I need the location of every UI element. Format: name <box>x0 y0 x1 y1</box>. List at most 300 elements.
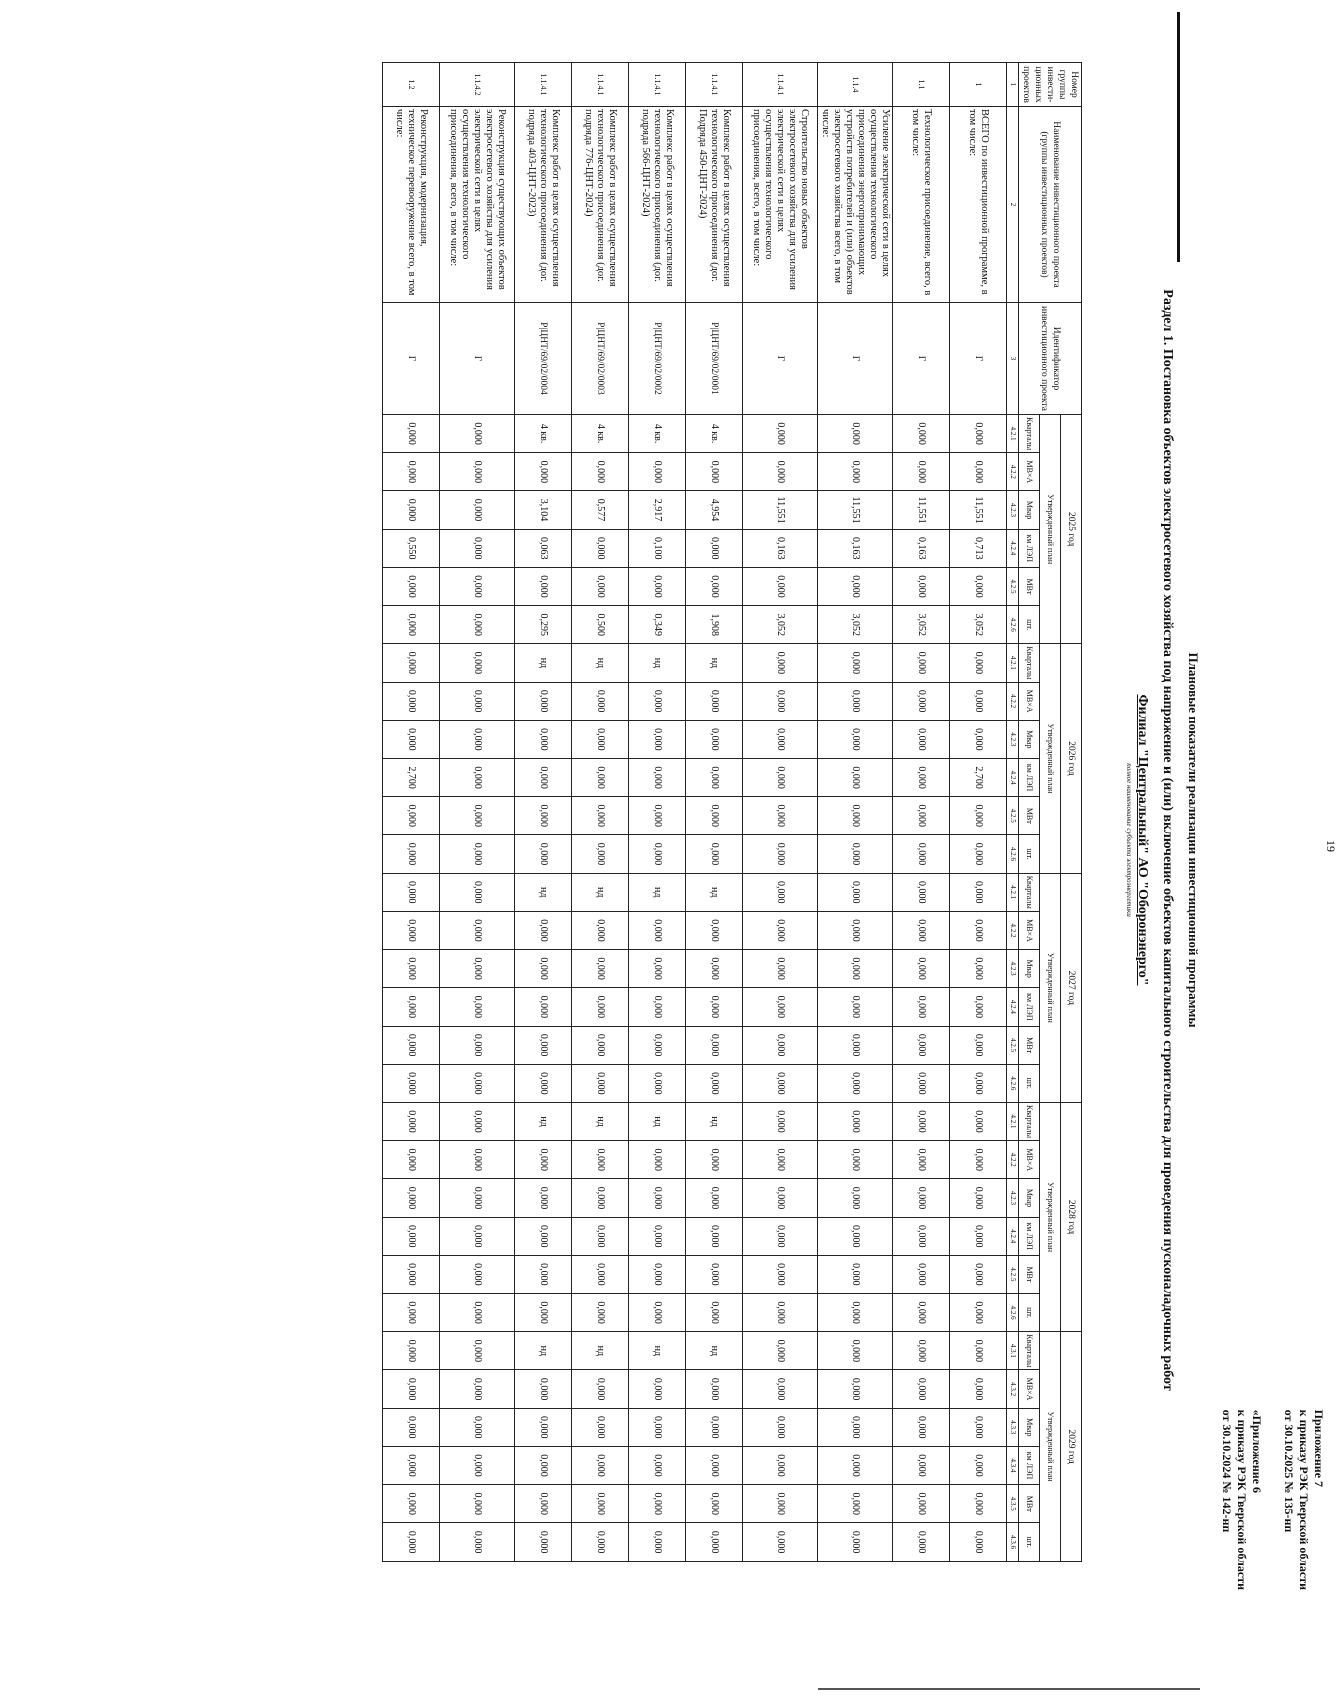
value-cell: 0,000 <box>629 1523 686 1562</box>
value-cell: 0,000 <box>893 1102 950 1140</box>
project-id: P|ЦНТ/69/02/0002 <box>629 303 686 415</box>
value-cell: 0,000 <box>572 1255 629 1293</box>
value-cell: 0,000 <box>440 1217 515 1255</box>
value-cell: 0,000 <box>383 1217 440 1255</box>
value-cell: 0,000 <box>950 1026 1007 1064</box>
value-cell: 0,000 <box>515 1255 572 1293</box>
value-cell: 0,000 <box>818 567 893 605</box>
value-cell: 0,000 <box>743 1255 818 1293</box>
value-cell: 0,000 <box>818 415 893 453</box>
value-cell: 0,000 <box>515 720 572 758</box>
value-cell: 0,500 <box>572 606 629 644</box>
value-cell: нд <box>515 644 572 682</box>
value-cell: 0,000 <box>686 1141 743 1179</box>
header-unit: шт. <box>1019 1064 1040 1102</box>
value-cell: 0,063 <box>515 529 572 567</box>
project-name: Реконструкция, модернизация, техническое перевооружение всего, в том числе: <box>383 107 440 303</box>
table-row <box>629 63 686 1562</box>
header-unit: км ЛЭП <box>1019 1217 1040 1255</box>
document-title: Плановые показатели реализации инвестиционной программы <box>1186 652 1201 1028</box>
value-cell: 0,000 <box>893 682 950 720</box>
value-cell: 0,000 <box>572 529 629 567</box>
value-cell: 0,000 <box>515 567 572 605</box>
value-cell: 0,000 <box>572 911 629 949</box>
value-cell: нд <box>515 1102 572 1140</box>
value-cell: 0,000 <box>818 988 893 1026</box>
group-number: 1.1.4.2 <box>440 63 515 107</box>
value-cell: 1,908 <box>686 606 743 644</box>
value-cell: 0,000 <box>893 950 950 988</box>
value-cell: 0,000 <box>893 567 950 605</box>
value-cell: 0,000 <box>383 1485 440 1523</box>
project-name: Комплекс работ в целях осуществления технологического присоединения (дог. подряда 403-ЦНТ-2023) <box>515 107 572 303</box>
value-cell: 0,000 <box>629 1141 686 1179</box>
value-cell: 0,000 <box>629 567 686 605</box>
column-number: 4.2.1 <box>1007 1102 1019 1140</box>
value-cell: 0,000 <box>893 644 950 682</box>
column-number: 4.2.1 <box>1007 415 1019 453</box>
value-cell: 0,000 <box>818 911 893 949</box>
value-cell: 0,000 <box>893 1026 950 1064</box>
value-cell: 0,000 <box>743 1179 818 1217</box>
value-cell: 0,000 <box>383 911 440 949</box>
header-unit: МВт <box>1019 1026 1040 1064</box>
value-cell: 0,000 <box>629 758 686 796</box>
value-cell: 0,000 <box>572 835 629 873</box>
value-cell: 0,000 <box>440 453 515 491</box>
value-cell: нд <box>686 1332 743 1370</box>
value-cell: 0,000 <box>440 758 515 796</box>
value-cell: 0,000 <box>383 1102 440 1140</box>
value-cell: 0,000 <box>686 1064 743 1102</box>
value-cell: 0,000 <box>950 1523 1007 1562</box>
value-cell: 0,000 <box>818 453 893 491</box>
value-cell: 0,000 <box>629 1485 686 1523</box>
project-id: P|ЦНТ/69/02/0003 <box>572 303 629 415</box>
project-id: P|ЦНТ/69/02/0001 <box>686 303 743 415</box>
value-cell: 0,000 <box>686 1294 743 1332</box>
value-cell: 3,052 <box>950 606 1007 644</box>
value-cell: 0,000 <box>893 1408 950 1446</box>
value-cell: 0,000 <box>572 1485 629 1523</box>
appendix-line: Приложение 7 <box>1312 1409 1326 1488</box>
value-cell: 0,000 <box>440 988 515 1026</box>
column-number: 4.2.2 <box>1007 911 1019 949</box>
column-number: 4.2.6 <box>1007 1294 1019 1332</box>
value-cell: 0,000 <box>515 1446 572 1484</box>
value-cell: 0,000 <box>950 1102 1007 1140</box>
value-cell: 0,163 <box>818 529 893 567</box>
project-id: Г <box>440 303 515 415</box>
value-cell: 0,000 <box>686 797 743 835</box>
value-cell: нд <box>629 873 686 911</box>
value-cell: 4 кв. <box>686 415 743 453</box>
value-cell: нд <box>572 644 629 682</box>
value-cell: 0,000 <box>440 529 515 567</box>
organization-caption: полное наименование субъекта электроэнергетики <box>1125 763 1133 917</box>
value-cell: 0,000 <box>950 644 1007 682</box>
column-number: 4.2.6 <box>1007 606 1019 644</box>
value-cell: 0,000 <box>383 797 440 835</box>
value-cell: 0,000 <box>440 1064 515 1102</box>
project-name: Технологическое присоединение, всего, в том числе: <box>893 107 950 303</box>
value-cell: 0,000 <box>743 1523 818 1562</box>
group-number: 1.1.4.1 <box>572 63 629 107</box>
project-id: Г <box>383 303 440 415</box>
header-unit: км ЛЭП <box>1019 529 1040 567</box>
header-approved-plan: Утвержденный план <box>1040 1332 1061 1562</box>
value-cell: 0,000 <box>440 682 515 720</box>
header-unit: МВ×А <box>1019 453 1040 491</box>
value-cell: 0,000 <box>818 758 893 796</box>
page-number: 19 <box>1324 840 1338 852</box>
column-number: 4.3.4 <box>1007 1446 1019 1484</box>
value-cell: 0,000 <box>383 988 440 1026</box>
bottom-rule <box>818 1688 1200 1690</box>
group-number: 1.1.4.1 <box>629 63 686 107</box>
header-name: Наименование инвестиционного проекта (группы инвестиционных проектов) <box>1019 107 1082 303</box>
header-unit: шт. <box>1019 1294 1040 1332</box>
project-name: Усиление электрической сети в целях осуществления технологического присоединения энергопринимающих устройств потребителей и (или) объектов электросетевого хозяйства всего, в том числе: <box>818 107 893 303</box>
value-cell: 0,000 <box>893 415 950 453</box>
value-cell: 0,000 <box>440 1485 515 1523</box>
header-unit: МВ×А <box>1019 1141 1040 1179</box>
appendix-line: «Приложение 6 <box>1250 1409 1264 1494</box>
header-year: 2027 год <box>1061 873 1082 1102</box>
value-cell: 0,000 <box>686 1523 743 1562</box>
value-cell: 0,000 <box>950 1446 1007 1484</box>
value-cell: 0,000 <box>383 1408 440 1446</box>
value-cell: 0,000 <box>743 1485 818 1523</box>
value-cell: 0,000 <box>950 567 1007 605</box>
value-cell: 0,000 <box>893 835 950 873</box>
header-unit: МВт <box>1019 797 1040 835</box>
header-unit: Мвар <box>1019 1408 1040 1446</box>
value-cell: 0,000 <box>686 453 743 491</box>
value-cell: 0,000 <box>893 1141 950 1179</box>
appendix-note-2 <box>1219 1410 1264 1590</box>
value-cell: 2,700 <box>383 758 440 796</box>
value-cell: 0,000 <box>818 720 893 758</box>
value-cell: 0,000 <box>950 797 1007 835</box>
value-cell: 0,000 <box>950 1332 1007 1370</box>
column-number: 4.2.1 <box>1007 644 1019 682</box>
value-cell: 0,000 <box>743 1026 818 1064</box>
value-cell: 0,000 <box>383 720 440 758</box>
header-group-no: Номер группы инвести-ционных проектов <box>1019 63 1082 107</box>
value-cell: 0,000 <box>818 1294 893 1332</box>
value-cell: 0,000 <box>818 1102 893 1140</box>
column-number: 4.2.6 <box>1007 835 1019 873</box>
value-cell: 0,000 <box>383 1026 440 1064</box>
value-cell: 0,100 <box>629 529 686 567</box>
value-cell: 0,000 <box>893 1332 950 1370</box>
value-cell: 0,000 <box>818 1485 893 1523</box>
value-cell: 0,000 <box>440 606 515 644</box>
project-id: Г <box>818 303 893 415</box>
value-cell: 0,000 <box>515 453 572 491</box>
value-cell: 0,000 <box>383 1255 440 1293</box>
header-unit: Мвар <box>1019 491 1040 529</box>
column-number: 4.2.3 <box>1007 950 1019 988</box>
value-cell: 4,954 <box>686 491 743 529</box>
value-cell: 0,000 <box>383 567 440 605</box>
column-number: 1 <box>1007 63 1019 107</box>
value-cell: 0,000 <box>950 950 1007 988</box>
value-cell: 0,000 <box>686 1255 743 1293</box>
header-unit: шт. <box>1019 835 1040 873</box>
header-unit: Кварталы <box>1019 1332 1040 1370</box>
value-cell: 0,000 <box>383 453 440 491</box>
value-cell: 0,000 <box>893 1064 950 1102</box>
table-header <box>1007 63 1082 1562</box>
value-cell: 0,000 <box>383 606 440 644</box>
value-cell: 0,000 <box>893 758 950 796</box>
value-cell: 0,000 <box>686 529 743 567</box>
value-cell: 0,000 <box>893 1179 950 1217</box>
value-cell: 0,000 <box>818 1179 893 1217</box>
value-cell: 0,000 <box>515 1026 572 1064</box>
column-number: 4.2.2 <box>1007 1141 1019 1179</box>
value-cell: нд <box>629 644 686 682</box>
value-cell: 0,000 <box>743 1064 818 1102</box>
value-cell: 0,000 <box>440 1102 515 1140</box>
value-cell: 0,000 <box>893 797 950 835</box>
value-cell: 0,000 <box>383 1332 440 1370</box>
value-cell: 0,000 <box>383 1294 440 1332</box>
value-cell: 0,000 <box>572 1217 629 1255</box>
value-cell: 0,000 <box>950 911 1007 949</box>
value-cell: 0,000 <box>440 1370 515 1408</box>
header-unit: шт. <box>1019 1523 1040 1562</box>
value-cell: 0,000 <box>686 720 743 758</box>
value-cell: 0,000 <box>383 1064 440 1102</box>
table-row <box>383 63 440 1562</box>
value-cell: 0,000 <box>629 1255 686 1293</box>
value-cell: 0,000 <box>950 415 1007 453</box>
value-cell: 0,000 <box>686 1408 743 1446</box>
value-cell: 0,000 <box>572 1446 629 1484</box>
header-unit: Мвар <box>1019 950 1040 988</box>
value-cell: 0,000 <box>440 1141 515 1179</box>
value-cell: нд <box>572 873 629 911</box>
value-cell: 0,000 <box>383 1523 440 1562</box>
column-number: 4.3.2 <box>1007 1370 1019 1408</box>
value-cell: 0,000 <box>950 1064 1007 1102</box>
value-cell: 0,000 <box>818 1332 893 1370</box>
project-id: P|ЦНТ/69/02/0004 <box>515 303 572 415</box>
table-row <box>950 63 1007 1562</box>
value-cell: 0,000 <box>818 1446 893 1484</box>
table-row <box>572 63 629 1562</box>
value-cell: 0,000 <box>440 1294 515 1332</box>
column-number: 4.2.5 <box>1007 1255 1019 1293</box>
column-number: 4.3.5 <box>1007 1485 1019 1523</box>
value-cell: 0,000 <box>743 720 818 758</box>
header-row-numbers <box>1007 63 1019 1562</box>
value-cell: 0,000 <box>893 1294 950 1332</box>
project-id: Г <box>743 303 818 415</box>
column-number: 4.2.3 <box>1007 491 1019 529</box>
value-cell: 0,000 <box>440 1408 515 1446</box>
value-cell: 0,000 <box>893 720 950 758</box>
value-cell: 0,000 <box>515 1141 572 1179</box>
header-approved-plan: Утвержденный план <box>1040 415 1061 644</box>
value-cell: 0,000 <box>440 1332 515 1370</box>
appendix-line: к приказу РЭК Тверской области <box>1235 1409 1249 1590</box>
project-name: Строительство новых объектов электросетевого хозяйства для усиления электрической сети в целях осуществления технологического присоединения, всего, в том числе: <box>743 107 818 303</box>
value-cell: нд <box>515 1332 572 1370</box>
group-number: 1.1.4.1 <box>743 63 818 107</box>
value-cell: 3,052 <box>893 606 950 644</box>
group-number: 1.1 <box>893 63 950 107</box>
header-year: 2028 год <box>1061 1102 1082 1331</box>
value-cell: 0,000 <box>515 682 572 720</box>
value-cell: 0,000 <box>629 1026 686 1064</box>
header-unit: Мвар <box>1019 720 1040 758</box>
value-cell: 0,000 <box>743 1217 818 1255</box>
value-cell: 0,000 <box>383 1179 440 1217</box>
value-cell: 0,000 <box>629 1064 686 1102</box>
header-unit: МВ×А <box>1019 1370 1040 1408</box>
value-cell: 0,000 <box>686 682 743 720</box>
value-cell: 0,000 <box>383 491 440 529</box>
value-cell: 11,551 <box>818 491 893 529</box>
project-name: Комплекс работ в целях осуществления технологического присоединения (дог. подряда 566-ЦНТ-2024) <box>629 107 686 303</box>
value-cell: 0,000 <box>440 1446 515 1484</box>
value-cell: 0,000 <box>686 911 743 949</box>
value-cell: 0,000 <box>743 682 818 720</box>
value-cell: 0,000 <box>893 873 950 911</box>
value-cell: 0,000 <box>950 1370 1007 1408</box>
value-cell: 0,000 <box>572 758 629 796</box>
column-number: 4.3.3 <box>1007 1408 1019 1446</box>
value-cell: 0,000 <box>515 1064 572 1102</box>
value-cell: 0,000 <box>893 453 950 491</box>
value-cell: 0,000 <box>440 797 515 835</box>
value-cell: 11,551 <box>950 491 1007 529</box>
value-cell: 0,000 <box>515 1408 572 1446</box>
value-cell: 0,000 <box>440 873 515 911</box>
value-cell: 11,551 <box>893 491 950 529</box>
project-id: Г <box>950 303 1007 415</box>
column-number: 4.2.4 <box>1007 529 1019 567</box>
column-number: 3 <box>1007 303 1019 415</box>
header-approved-plan: Утвержденный план <box>1040 1102 1061 1331</box>
value-cell: 0,577 <box>572 491 629 529</box>
appendix-note-1 <box>1281 1410 1326 1590</box>
value-cell: 0,000 <box>629 1179 686 1217</box>
value-cell: 0,000 <box>515 758 572 796</box>
value-cell: 0,000 <box>743 1408 818 1446</box>
header-approved-plan: Утвержденный план <box>1040 873 1061 1102</box>
organization-title <box>1133 100 1151 1580</box>
value-cell: 0,000 <box>515 1485 572 1523</box>
value-cell: 0,000 <box>893 911 950 949</box>
value-cell: 0,000 <box>893 1485 950 1523</box>
value-cell: 0,000 <box>686 1370 743 1408</box>
header-unit: км ЛЭП <box>1019 988 1040 1026</box>
value-cell: 0,000 <box>743 1332 818 1370</box>
value-cell: 0,000 <box>629 950 686 988</box>
value-cell: 0,000 <box>818 797 893 835</box>
column-number: 4.3.1 <box>1007 1332 1019 1370</box>
column-number: 4.3.6 <box>1007 1523 1019 1562</box>
value-cell: 0,000 <box>515 988 572 1026</box>
value-cell: нд <box>629 1332 686 1370</box>
value-cell: 3,104 <box>515 491 572 529</box>
value-cell: 0,000 <box>893 1446 950 1484</box>
table-row <box>440 63 515 1562</box>
value-cell: 0,163 <box>893 529 950 567</box>
section-title: Раздел 1. Постановка объектов электросетевого хозяйства под напряжение и (или) включение объектов капитального строительства для проведения пусконаладочных работ <box>1160 289 1175 1391</box>
appendix-line: от 30.10.2025 № 135-нп <box>1282 1409 1296 1533</box>
project-id: Г <box>893 303 950 415</box>
value-cell: 3,052 <box>818 606 893 644</box>
value-cell: 0,000 <box>572 1064 629 1102</box>
value-cell: 0,000 <box>629 835 686 873</box>
value-cell: 0,000 <box>440 1179 515 1217</box>
value-cell: 0,000 <box>743 1294 818 1332</box>
header-unit: Мвар <box>1019 1179 1040 1217</box>
value-cell: 0,000 <box>572 453 629 491</box>
value-cell: 0,000 <box>743 1446 818 1484</box>
value-cell: нд <box>686 1102 743 1140</box>
table-row <box>743 63 818 1562</box>
value-cell: 0,000 <box>572 567 629 605</box>
value-cell: 0,000 <box>743 453 818 491</box>
value-cell: 0,000 <box>383 1141 440 1179</box>
value-cell: нд <box>572 1102 629 1140</box>
project-name: Комплекс работ в целях осуществления технологического присоединения (дог. Подряда 450-ЦНТ-2024) <box>686 107 743 303</box>
value-cell: нд <box>686 873 743 911</box>
value-cell: 4 кв. <box>629 415 686 453</box>
value-cell: 4 кв. <box>572 415 629 453</box>
value-cell: 0,000 <box>950 720 1007 758</box>
value-cell: 0,000 <box>515 1523 572 1562</box>
table-row <box>893 63 950 1562</box>
value-cell: 0,000 <box>950 453 1007 491</box>
project-name: Реконструкция существующих объектов электросетевого хозяйства для усиления электрической сети в целях осуществления технологического присоединения, всего, в том числе: <box>440 107 515 303</box>
value-cell: 0,000 <box>818 873 893 911</box>
value-cell: 0,000 <box>440 1255 515 1293</box>
value-cell: 0,000 <box>629 911 686 949</box>
organization-name: Филиал "Центральный" АО "Оборонэнерго" <box>1135 694 1150 986</box>
value-cell: 0,000 <box>818 1255 893 1293</box>
value-cell: 0,000 <box>686 950 743 988</box>
header-unit: Кварталы <box>1019 1102 1040 1140</box>
value-cell: 0,000 <box>950 1294 1007 1332</box>
value-cell: 0,000 <box>743 873 818 911</box>
value-cell: 0,000 <box>743 1370 818 1408</box>
column-number: 4.2.2 <box>1007 453 1019 491</box>
value-cell: 0,000 <box>686 1217 743 1255</box>
appendix-line: к приказу РЭК Тверской области <box>1297 1409 1311 1590</box>
table-row <box>686 63 743 1562</box>
header-unit: шт. <box>1019 606 1040 644</box>
value-cell: 0,000 <box>383 835 440 873</box>
value-cell: 0,000 <box>440 415 515 453</box>
value-cell: 0,000 <box>743 644 818 682</box>
value-cell: 0,550 <box>383 529 440 567</box>
value-cell: 0,000 <box>686 1179 743 1217</box>
value-cell: 0,000 <box>950 1217 1007 1255</box>
value-cell: 0,000 <box>629 1294 686 1332</box>
appendix-line: от 30.10.2024 № 142-нп <box>1220 1409 1234 1533</box>
table-body <box>383 63 1007 1562</box>
value-cell: 0,000 <box>629 1217 686 1255</box>
value-cell: 4 кв. <box>515 415 572 453</box>
